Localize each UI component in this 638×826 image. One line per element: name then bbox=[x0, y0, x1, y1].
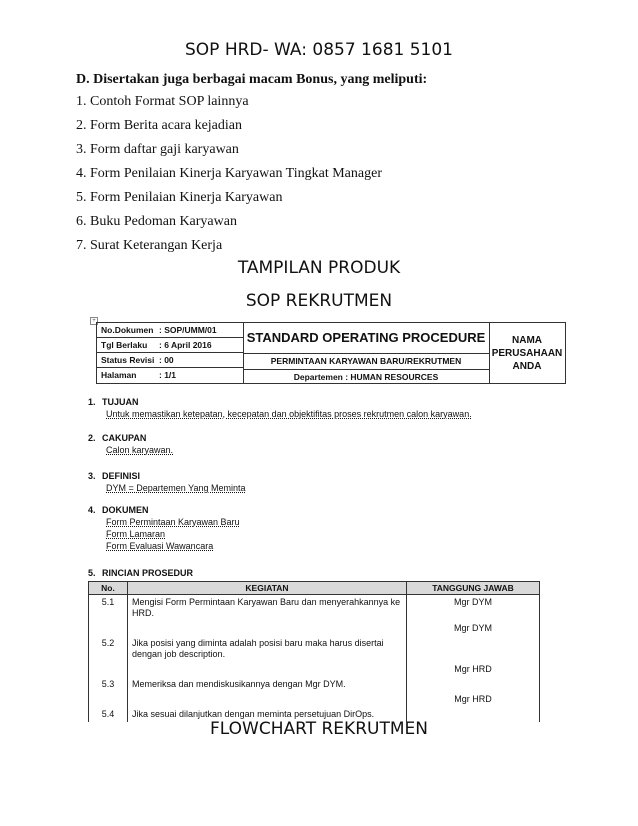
section-body: Untuk memastikan ketepatan, kecepatan dan objektifitas proses rekrutmen calon karyawan. bbox=[106, 409, 472, 419]
section-number: 1. bbox=[88, 397, 96, 407]
cell-no bbox=[89, 692, 128, 707]
column-header: No. bbox=[89, 582, 128, 595]
section-title: DOKUMEN bbox=[102, 505, 149, 515]
sop-subtitle: PERMINTAAN KARYAWAN BARU/REKRUTMEN bbox=[243, 354, 489, 370]
cell-kegiatan bbox=[128, 621, 407, 636]
dokumen-item: Form Lamaran bbox=[106, 529, 166, 539]
expand-icon: + bbox=[90, 317, 98, 325]
section-number: 2. bbox=[88, 433, 96, 443]
section-definisi bbox=[88, 470, 245, 494]
section-title: DEFINISI bbox=[102, 471, 141, 481]
cell-kegiatan: Jika sesuai dilanjutkan dengan meminta persetujuan DirOps. bbox=[128, 707, 407, 722]
company-name bbox=[489, 323, 565, 383]
cell-tanggung-jawab: Mgr DYM bbox=[407, 595, 540, 622]
cell-tanggung-jawab bbox=[407, 636, 540, 662]
bonus-list bbox=[76, 90, 556, 258]
section-title-tampilan: TAMPILAN PRODUK bbox=[237, 258, 401, 278]
section-body: DYM = Departemen Yang Meminta bbox=[106, 483, 246, 493]
cell-tanggung-jawab: Mgr HRD bbox=[407, 692, 540, 707]
table-row bbox=[89, 621, 540, 636]
bonus-item: 3. Form daftar gaji karyawan bbox=[76, 142, 239, 157]
meta-value: : 00 bbox=[159, 355, 174, 365]
company-line: NAMA bbox=[512, 334, 542, 346]
cell-kegiatan bbox=[128, 692, 407, 707]
bonus-item: 2. Form Berita acara kejadian bbox=[76, 118, 242, 133]
meta-row bbox=[97, 353, 243, 368]
dokumen-item: Form Permintaan Karyawan Baru bbox=[106, 517, 240, 527]
section-title-sop: SOP REKRUTMEN bbox=[245, 291, 393, 311]
cell-kegiatan: Mengisi Form Permintaan Karyawan Baru dan menyerahkannya ke HRD. bbox=[128, 595, 407, 622]
table-row bbox=[89, 662, 540, 677]
meta-label: Tgl Berlaku bbox=[101, 340, 148, 350]
meta-label: No.Dokumen bbox=[101, 325, 154, 335]
sop-department: Departemen : HUMAN RESOURCES bbox=[293, 372, 439, 382]
table-row bbox=[89, 677, 540, 692]
sop-meta bbox=[97, 323, 244, 383]
section-tujuan bbox=[88, 396, 472, 420]
cell-no bbox=[89, 621, 128, 636]
cell-kegiatan: Memeriksa dan mendiskusikannya dengan Mgr DYM. bbox=[128, 677, 407, 692]
meta-value: : 1/1 bbox=[159, 370, 177, 380]
meta-label: Status Revisi bbox=[101, 355, 155, 365]
bonus-item: 7. Surat Keterangan Kerja bbox=[76, 238, 223, 253]
meta-value: : 6 April 2016 bbox=[159, 340, 212, 350]
meta-row bbox=[97, 323, 243, 338]
section-title: RINCIAN PROSEDUR bbox=[102, 568, 194, 578]
bonus-item: 5. Form Penilaian Kinerja Karyawan bbox=[76, 190, 283, 205]
cell-no: 5.4 bbox=[89, 707, 128, 722]
cell-no: 5.3 bbox=[89, 677, 128, 692]
section-number: 5. bbox=[88, 568, 96, 578]
company-line: ANDA bbox=[512, 360, 542, 372]
section-title: TUJUAN bbox=[102, 397, 139, 407]
dokumen-item: Form Evaluasi Wawancara bbox=[106, 541, 214, 551]
page-header-title: SOP HRD- WA: 0857 1681 5101 bbox=[185, 40, 453, 60]
cell-tanggung-jawab bbox=[407, 677, 540, 692]
cell-tanggung-jawab: Mgr HRD bbox=[407, 662, 540, 677]
section-number: 3. bbox=[88, 471, 96, 481]
bonus-item: 6. Buku Pedoman Karyawan bbox=[76, 214, 237, 229]
column-header: TANGGUNG JAWAB bbox=[407, 582, 540, 595]
meta-row bbox=[97, 338, 243, 353]
section-dokumen bbox=[88, 504, 240, 552]
column-header: KEGIATAN bbox=[128, 582, 407, 595]
cell-kegiatan: Jika posisi yang diminta adalah posisi baru maka harus disertai dengan job description. bbox=[128, 636, 407, 662]
section-title-flowchart: FLOWCHART REKRUTMEN bbox=[210, 719, 428, 739]
sop-main-title: STANDARD OPERATING PROCEDURE bbox=[243, 323, 489, 354]
table-row bbox=[89, 595, 540, 622]
bonus-heading: D. Disertakan juga berbagai macam Bonus, yang meliputi: bbox=[76, 72, 428, 87]
table-row bbox=[89, 692, 540, 707]
section-number: 4. bbox=[88, 505, 96, 515]
table-header-row bbox=[89, 582, 540, 595]
section-title: CAKUPAN bbox=[102, 433, 147, 443]
rincian-table bbox=[88, 581, 540, 722]
meta-row bbox=[97, 368, 243, 383]
bonus-section bbox=[76, 72, 556, 258]
meta-value: : SOP/UMM/01 bbox=[159, 325, 217, 335]
cell-no: 5.1 bbox=[89, 595, 128, 622]
bonus-item: 4. Form Penilaian Kinerja Karyawan Tingkat Manager bbox=[76, 166, 382, 181]
cell-kegiatan bbox=[128, 662, 407, 677]
meta-label: Halaman bbox=[101, 370, 137, 380]
cell-no bbox=[89, 662, 128, 677]
sop-title-block bbox=[243, 323, 490, 383]
sop-header-table bbox=[96, 322, 566, 384]
sop-document-image bbox=[84, 316, 568, 719]
cell-no: 5.2 bbox=[89, 636, 128, 662]
section-cakupan bbox=[88, 432, 173, 456]
cell-tanggung-jawab: Mgr DYM bbox=[407, 621, 540, 636]
section-rincian bbox=[88, 567, 193, 579]
section-body: Calon karyawan. bbox=[106, 445, 174, 455]
company-line: PERUSAHAAN bbox=[491, 347, 563, 359]
table-row bbox=[89, 636, 540, 662]
bonus-item: 1. Contoh Format SOP lainnya bbox=[76, 94, 249, 109]
